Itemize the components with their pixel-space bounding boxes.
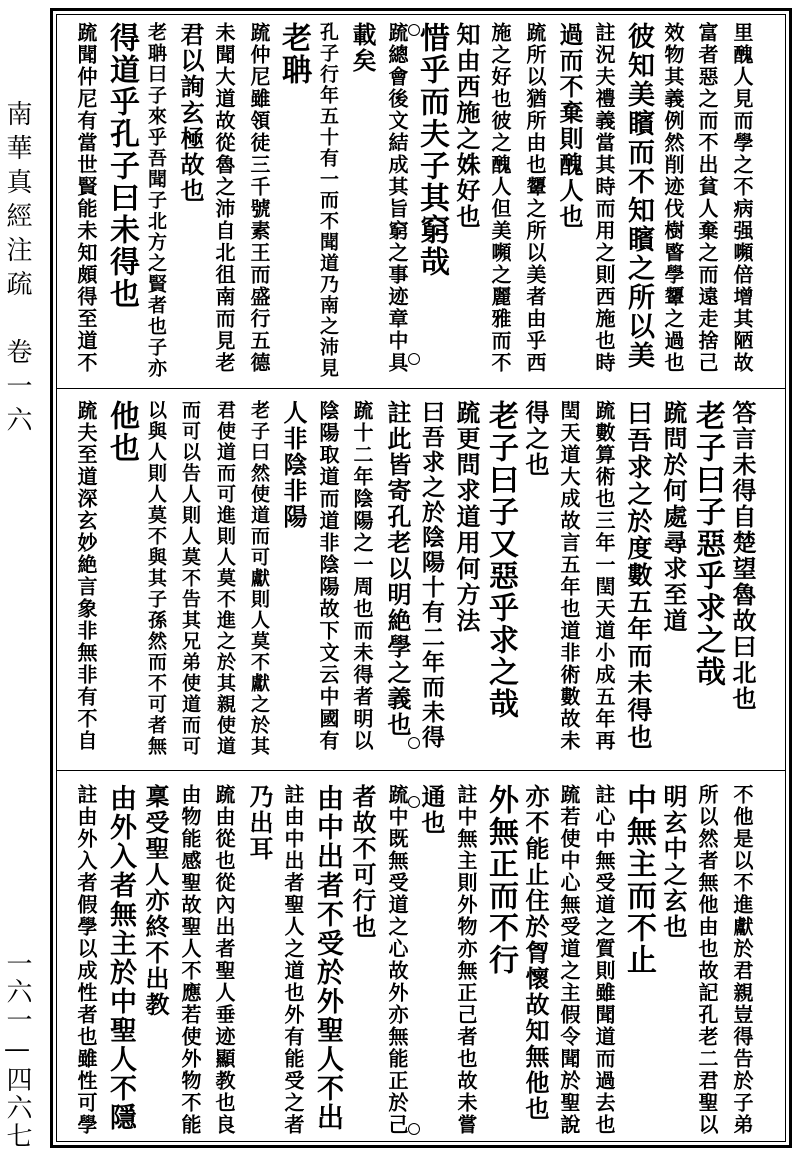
main-text-column: 老子曰子惡乎求之哉 bbox=[690, 400, 725, 688]
annotation-column: 不他是以不進獻於君親豈得告於子弟 bbox=[730, 784, 754, 1136]
main-text-column: 老子曰子又惡乎求之哉 bbox=[483, 400, 518, 720]
annotation-column: 亦不能止住於胷懷故知無他也 bbox=[521, 784, 550, 1122]
annotation-column: 䟽若使中心無受道之主假令聞於聖說 bbox=[557, 784, 581, 1136]
annotation-column: 過而不棄則醜人也 bbox=[555, 22, 584, 230]
main-text-column: 老聃 bbox=[276, 22, 311, 86]
main-text-column: 老聃曰子來乎吾聞子北方之賢者也子亦 bbox=[145, 22, 167, 379]
annotation-column: 陰陽取道而道非陰陽故下文云中國有 bbox=[316, 400, 340, 752]
annotation-column: 䟽所以猶所由也顰之所以美者由乎西 bbox=[523, 22, 547, 374]
book-title-margin: 南華真經注疏 卷一六 bbox=[2, 100, 32, 440]
main-text-column: 得道乎孔子曰未得也 bbox=[104, 22, 139, 310]
main-text-column: 由中出者不受於外聖人不出 bbox=[312, 784, 343, 1132]
annotation-column: 䟽聞仲尼有當世賢能未知頗得至道不 bbox=[74, 22, 98, 374]
annotation-column: 者故不可行也 bbox=[348, 784, 377, 940]
annotation-column: 施之好也彼之醜人但美嚬之麗雅而不 bbox=[488, 22, 512, 374]
annotation-column: 稟受聖人亦終不出教 bbox=[141, 784, 170, 1018]
annotation-column: 里醜人見而學之不病强嚬倍增其陋故 bbox=[730, 22, 754, 374]
annotation-column: 通也 bbox=[417, 784, 446, 836]
main-text-column: 曰吾求之於陰陽十有二年而未得 bbox=[418, 400, 445, 750]
main-text-column: 以與人則人莫不與其子孫然而不可者無 bbox=[145, 400, 167, 757]
annotation-column: 效物其義例然削迹伐樹睯學顰之過也 bbox=[661, 22, 685, 374]
main-text-column: 彼知美矉而不知矉之所以美 bbox=[623, 22, 654, 370]
annotation-column: 人非陰非陽 bbox=[279, 400, 308, 530]
main-text-column: 他也 bbox=[104, 400, 139, 464]
annotation-column: 䟽仲尼雖領徒三千號素王而盛行五德 bbox=[247, 22, 271, 374]
annotation-column: 註由中出者聖人之道也外有能受之者 bbox=[281, 784, 305, 1136]
main-text-column: 孔子行年五十有一而不聞道乃南之沛見 bbox=[317, 22, 339, 379]
punctuation-circle bbox=[408, 353, 420, 365]
annotation-column: 富者惡之而不出貧人棄之而遠走捨己 bbox=[695, 22, 719, 374]
punctuation-circle bbox=[408, 1123, 420, 1135]
page-number-margin: 一六一—四六七 bbox=[2, 950, 32, 1150]
annotation-column: 註由外入者假學以成性者也雖性可學 bbox=[74, 784, 98, 1136]
annotation-column: 未聞大道故從魯之沛自北徂南而見老 bbox=[212, 22, 236, 374]
punctuation-circle bbox=[408, 796, 420, 808]
annotation-column: 答言未得自楚望魯故曰北也 bbox=[728, 400, 757, 712]
annotation-column: 明玄中之玄也 bbox=[659, 784, 688, 940]
annotation-column: 由物能感聖故聖人不應若使外物不能 bbox=[178, 784, 202, 1136]
annotation-column: 䟽中既無受道之心故外亦無能正於己 bbox=[385, 784, 409, 1136]
main-text-column: 由外入者無主於中聖人不隱 bbox=[105, 784, 136, 1132]
annotation-column: 䟽問於何處尋求至道 bbox=[659, 400, 688, 634]
annotation-column: 䟽更問求道用何方法 bbox=[452, 400, 481, 634]
annotation-column: 君以詢玄極故也 bbox=[176, 22, 205, 204]
annotation-column: 䟽總會後文結成其旨窮之事迹章中具 bbox=[385, 22, 409, 374]
punctuation-circle bbox=[408, 737, 420, 749]
annotation-column: 䟽由從也從內出者聖人垂迹顯教也良 bbox=[212, 784, 236, 1136]
annotation-column: 知由西施之姝好也 bbox=[452, 22, 481, 230]
main-text-column: 惜乎而夫子其窮哉 bbox=[414, 22, 449, 278]
annotation-column: 䟽夫至道深玄妙絶言象非無非有不自 bbox=[74, 400, 98, 752]
main-text-column: 老子曰然使道而可獻則人莫不獻之於其 bbox=[248, 400, 270, 757]
punctuation-circle bbox=[408, 24, 420, 36]
main-text-column: 外無正而不行 bbox=[483, 784, 518, 976]
panel-divider bbox=[57, 388, 785, 389]
panel-divider bbox=[57, 770, 785, 771]
main-text-column: 曰吾求之於度數五年而未得也 bbox=[624, 400, 653, 751]
annotation-column: 得之也 bbox=[521, 400, 550, 478]
annotation-column: 所以然者無他由也故記孔老二君聖以 bbox=[695, 784, 719, 1136]
annotation-column: 䟽數算術也三年一閏天道小成五年再 bbox=[592, 400, 616, 752]
annotation-column: 乃出耳 bbox=[245, 784, 274, 862]
annotation-column: 載矣 bbox=[348, 22, 377, 74]
main-text-column: 中無主而不止 bbox=[621, 784, 656, 976]
annotation-column: 䟽十二年陰陽之一周也而未得者明以 bbox=[350, 400, 374, 752]
annotation-column: 閏天道大成故言五年也道非術數故未 bbox=[557, 400, 581, 752]
main-text-column: 君使道而可進則人莫不進之於其親使道 bbox=[214, 400, 236, 757]
annotation-column: 註中無主則外物亦無正己者也故未嘗 bbox=[454, 784, 478, 1136]
annotation-column: 註心中無受道之質則雖聞道而過去也 bbox=[592, 784, 616, 1136]
annotation-column: 註況夫禮義當其時而用之則西施也時 bbox=[592, 22, 616, 374]
main-text-column: 而可以告人則人莫不告其兄弟使道而可 bbox=[179, 400, 201, 757]
annotation-column: 註此皆寄孔老以明絶學之義也 bbox=[383, 400, 412, 738]
